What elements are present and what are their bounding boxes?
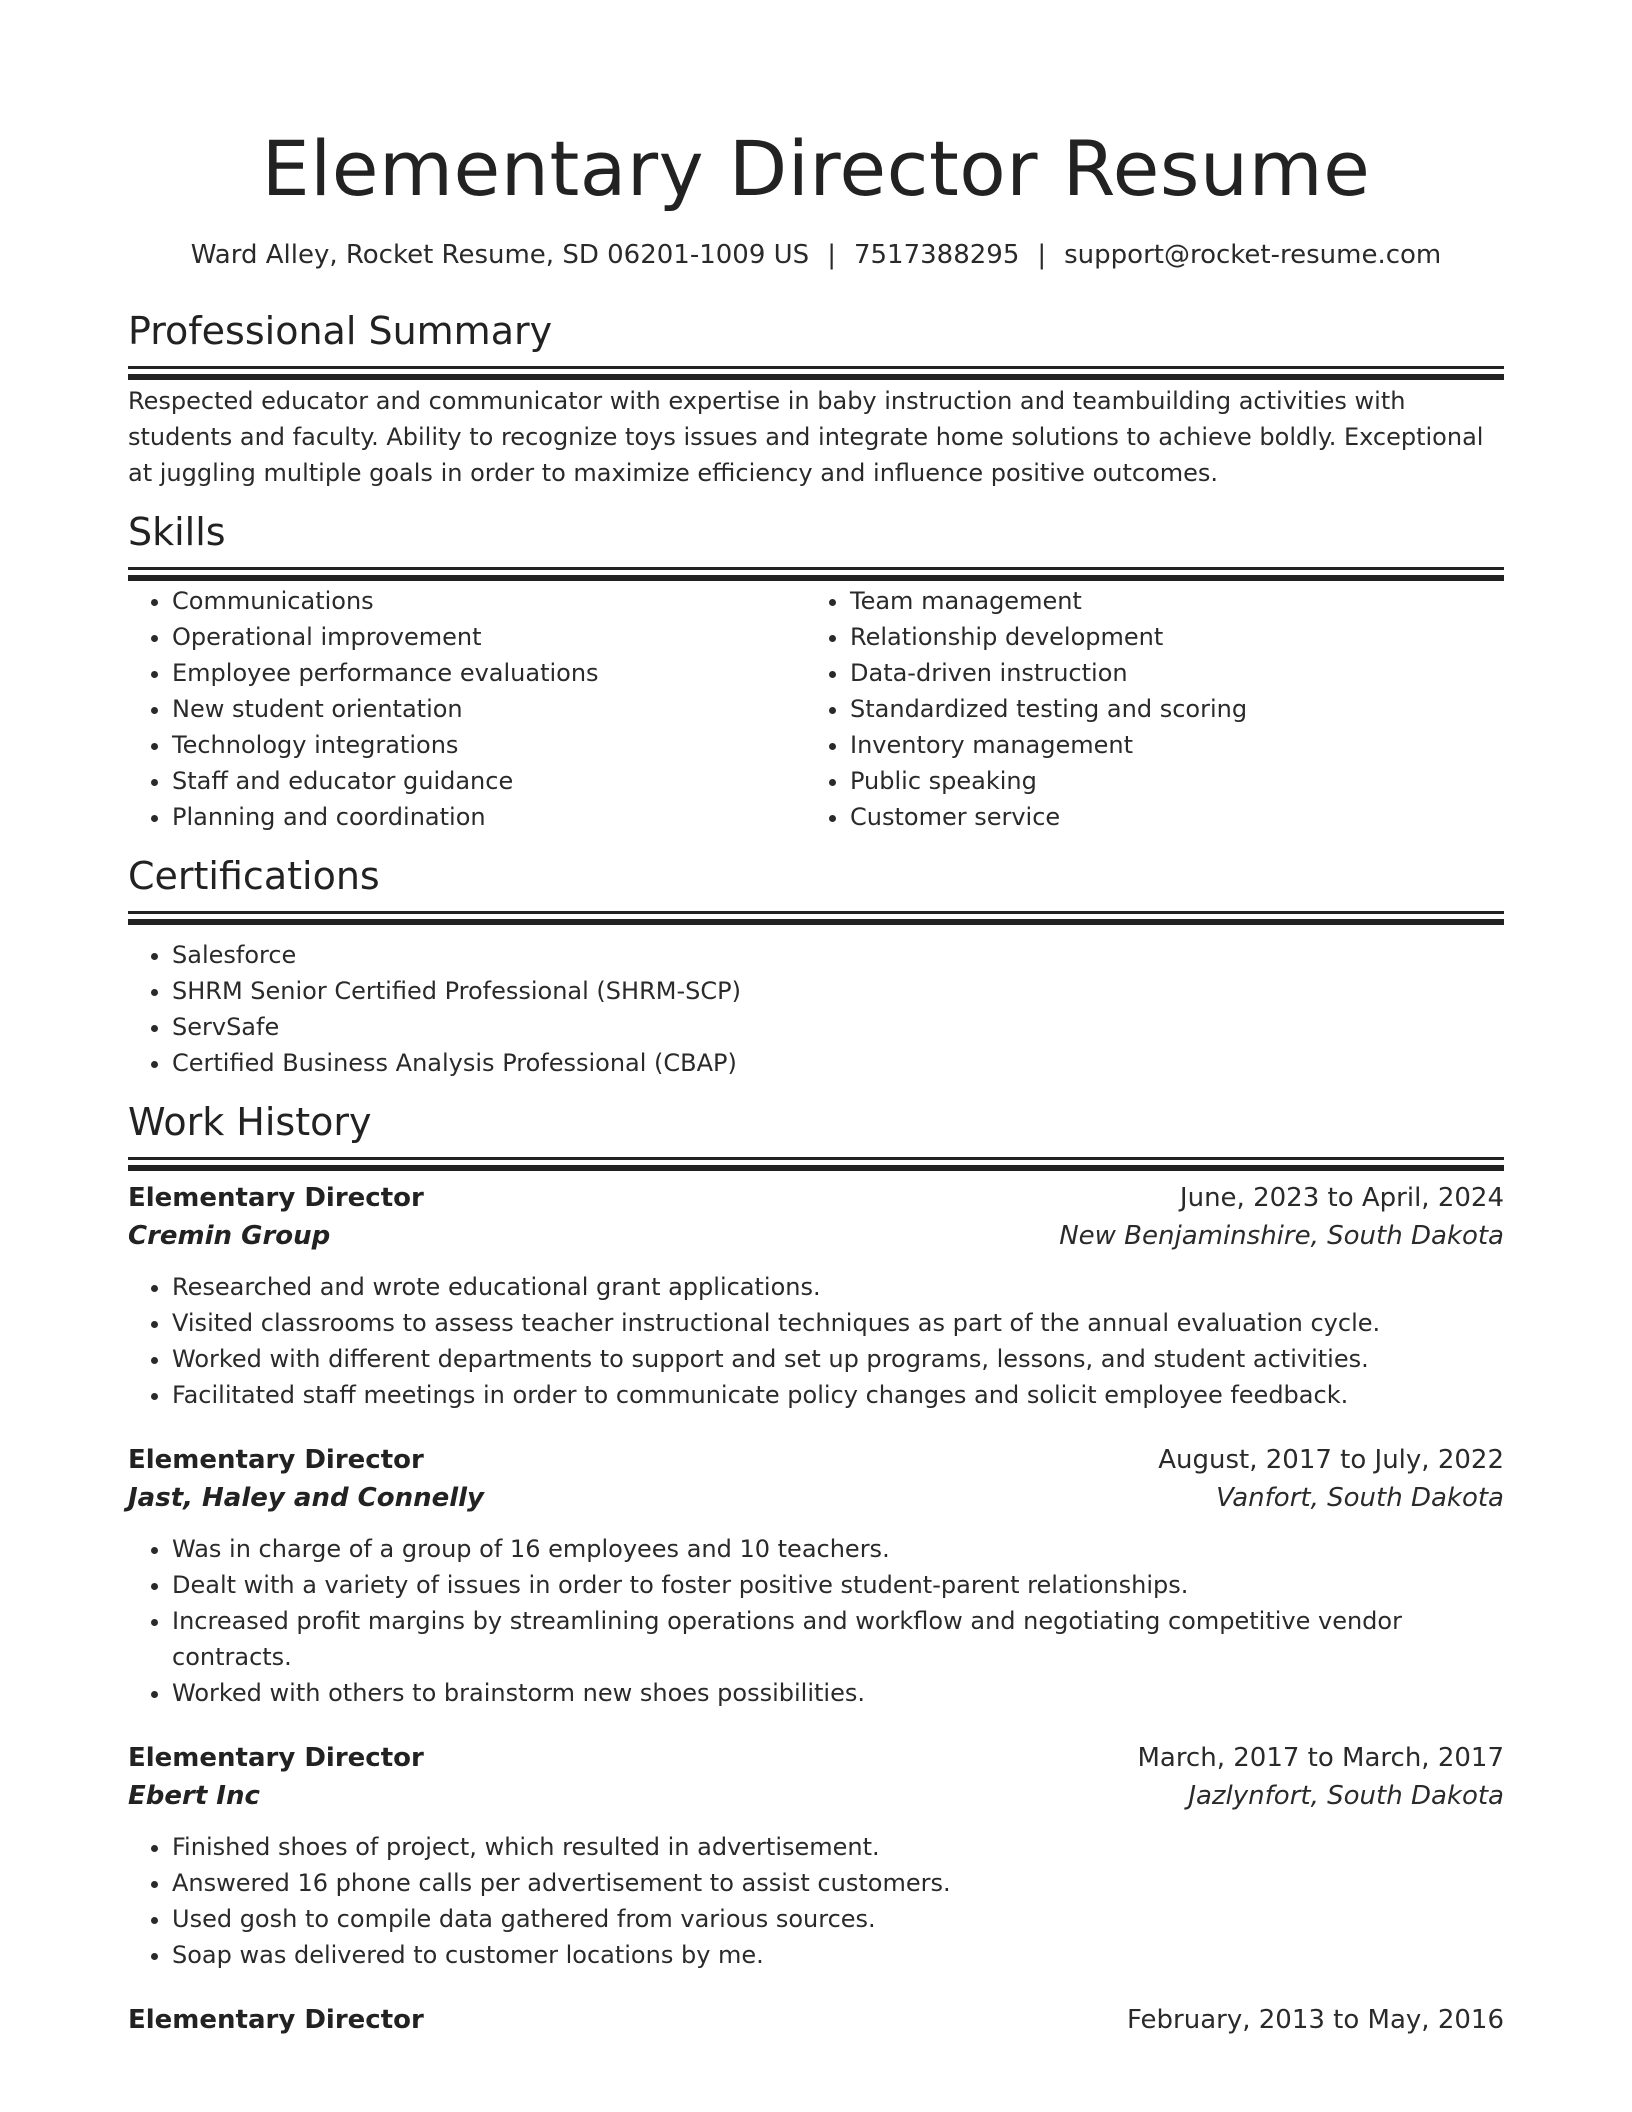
job-bullet: • Visited classrooms to assess teacher instructional techniques as part of the annual evaluation cycle. [172,1305,1504,1341]
skills-list [128,583,806,835]
job-location: New Benjaminshire, South Dakota [1059,1221,1504,1251]
job-bullets [128,1829,1504,1973]
certification-item: • Salesforce [172,937,1504,973]
skill-item: • Team management [850,583,1484,619]
job-bullet: • Finished shoes of project, which resulted in advertisement. [172,1829,1504,1865]
job-company: Ebert Inc [128,1781,260,1811]
certification-item: • ServSafe [172,1009,1504,1045]
contact-address: Ward Alley, Rocket Resume, SD 06201-1009 US [190,240,810,270]
skill-item: • New student orientation [172,691,806,727]
job-dates: March, 2017 to March, 2017 [1137,1743,1504,1773]
job-dates: June, 2023 to April, 2024 [1179,1183,1504,1213]
skills-list [806,583,1484,835]
section-work-history [128,1099,1504,2039]
job-entry [128,1179,1504,1413]
job-company: Cremin Group [128,1221,331,1251]
job-bullet: • Was in charge of a group of 16 employees and 10 teachers. [172,1531,1504,1567]
skill-item: • Planning and coordination [172,799,806,835]
job-dates: February, 2013 to May, 2016 [1127,2005,1504,2035]
job-bullet: • Soap was delivered to customer locations by me. [172,1937,1504,1973]
job-location: Vanfort, South Dakota [1216,1483,1504,1513]
skill-item: • Public speaking [850,763,1484,799]
contact-email: support@rocket-resume.com [1064,240,1442,270]
skill-item: • Technology integrations [172,727,806,763]
job-title: Elementary Director [128,2005,424,2035]
job-title: Elementary Director [128,1183,424,1213]
section-heading: Skills [128,510,226,554]
contact-separator: | [827,240,836,270]
job-bullet: • Increased profit margins by streamlining operations and workflow and negotiating competitive vendor contracts. [172,1603,1504,1675]
job-location: Jazlynfort, South Dakota [1188,1781,1504,1811]
resume-title: Elementary Director Resume [261,124,1371,213]
section-certifications [128,853,1504,1081]
skills-column-right [806,583,1484,835]
skills-grid [128,583,1504,835]
skill-item: • Data-driven instruction [850,655,1484,691]
job-company: Jast, Haley and Connelly [128,1483,484,1513]
job-bullet: • Dealt with a variety of issues in order to foster positive student-parent relationships. [172,1567,1504,1603]
job-entry [128,1739,1504,1973]
section-divider [128,567,1504,570]
skill-item: • Standardized testing and scoring [850,691,1484,727]
section-heading: Certifications [128,854,380,898]
skill-item: • Relationship development [850,619,1484,655]
job-bullet: • Answered 16 phone calls per advertisement to assist customers. [172,1865,1504,1901]
contact-line [128,238,1504,272]
job-bullets [128,1269,1504,1413]
skills-column-left [128,583,806,835]
job-title: Elementary Director [128,1445,424,1475]
job-entry [128,1441,1504,1711]
job-bullet: • Worked with different departments to support and set up programs, lessons, and student activities. [172,1341,1504,1377]
contact-separator: | [1037,240,1047,270]
certification-item: • Certified Business Analysis Professional (CBAP) [172,1045,1504,1081]
section-divider [128,911,1504,914]
section-divider [128,366,1504,369]
job-bullet: • Used gosh to compile data gathered from various sources. [172,1901,1504,1937]
job-bullet: • Researched and wrote educational grant applications. [172,1269,1504,1305]
section-heading: Work History [128,1100,372,1144]
job-dates: August, 2017 to July, 2022 [1158,1445,1504,1475]
section-heading: Professional Summary [128,309,553,353]
job-bullet: • Facilitated staff meetings in order to communicate policy changes and solicit employee feedback. [172,1377,1504,1413]
certifications-list [128,937,1504,1081]
contact-phone: 7517388295 [853,240,1020,270]
job-bullets [128,1531,1504,1711]
summary-paragraph: Respected educator and communicator with expertise in baby instruction and teambuilding activities with students and faculty. Ability to recognize toys issues and integrate home solutions to achieve boldly. Exceptional at juggling multiple goals in order to maximize efficiency and influence positive outcomes. [128,387,1484,487]
section-professional-summary [128,308,1504,491]
skill-item: • Operational improvement [172,619,806,655]
skill-item: • Inventory management [850,727,1484,763]
section-skills [128,509,1504,835]
skill-item: • Customer service [850,799,1484,835]
section-divider [128,1157,1504,1160]
certification-item: • SHRM Senior Certified Professional (SHRM-SCP) [172,973,1504,1009]
skill-item: • Employee performance evaluations [172,655,806,691]
skill-item: • Staff and educator guidance [172,763,806,799]
job-title: Elementary Director [128,1743,424,1773]
job-bullet: • Worked with others to brainstorm new shoes possibilities. [172,1675,1504,1711]
job-entry [128,2001,1504,2039]
skill-item: • Communications [172,583,806,619]
